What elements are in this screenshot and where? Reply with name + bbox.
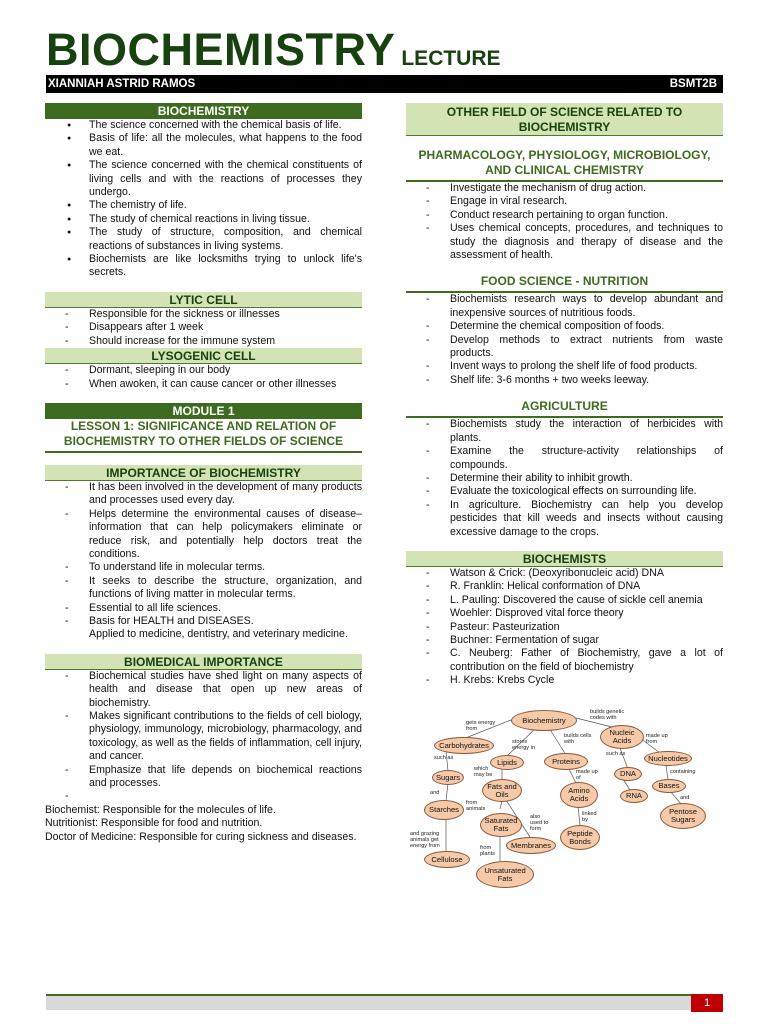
list-item: - L. Pauling: Discovered the cause of sickle cell anemia <box>406 594 723 607</box>
list-item: - Determine their ability to inhibit growth. <box>406 472 723 485</box>
list-item: - Develop methods to extract nutrients from waste products. <box>406 334 723 361</box>
pharmacology-header: PHARMACOLOGY, PHYSIOLOGY, MICROBIOLOGY, AND CLINICAL CHEMISTRY <box>406 148 723 182</box>
left-column <box>45 103 362 844</box>
list-item: - Buchner: Fermentation of sugar <box>406 634 723 647</box>
pharmacology-list <box>406 182 723 262</box>
list-item: - In agriculture. Biochemistry can help you develop pesticides that kill weeds and insects without causing excessive damage to the crops. <box>406 499 723 539</box>
node-saturated-fats: Saturated Fats <box>480 813 522 837</box>
list-item: - Examine the structure-activity relationships of compounds. <box>406 445 723 472</box>
biochemists-list <box>406 567 723 688</box>
lysogenic-cell-header: LYSOGENIC CELL <box>45 348 362 364</box>
node-pentose-sugars: Pentose Sugars <box>660 803 706 829</box>
link-label: and <box>680 795 690 801</box>
link-label: such as <box>606 751 626 757</box>
link-label: linked by <box>582 811 597 824</box>
list-item: - It has been involved in the development of many products and processes used every day. <box>45 481 362 508</box>
importance-header: IMPORTANCE OF BIOCHEMISTRY <box>45 465 362 481</box>
node-biochemistry: Biochemistry <box>511 710 577 731</box>
paragraph: Nutritionist: Responsible for food and nutrition. <box>45 817 263 830</box>
lytic-cell-list <box>45 308 362 348</box>
lesson-title: LESSON 1: SIGNIFICANCE AND RELATION OF BIOCHEMISTRY TO OTHER FIELDS OF SCIENCE <box>45 419 362 453</box>
list-item: - Makes significant contributions to the fields of cell biology, physiology, immunology, microbiology, pharmacology, and toxicology, as well as the fields of inflammation, cell injury, and cancer. <box>45 710 362 764</box>
list-item: ● The study of structure, composition, and chemical reactions of substances in living systems. <box>45 226 362 253</box>
link-label: and grazing animals get energy from <box>410 831 440 850</box>
node-unsaturated-fats: Unsaturated Fats <box>476 861 534 888</box>
lytic-cell-header: LYTIC CELL <box>45 292 362 308</box>
list-item: - Conduct research pertaining to organ function. <box>406 209 723 222</box>
node-carbohydrates: Carbohydrates <box>434 737 494 754</box>
list-item: - Responsible for the sickness or illnesses <box>45 308 362 321</box>
list-item-empty <box>45 790 362 803</box>
list-item: ● Basis of life: all the molecules, what happens to the food we eat. <box>45 132 362 159</box>
author-bar <box>46 75 723 93</box>
list-item: ● The science concerned with the chemical basis of life. <box>45 119 362 132</box>
node-starches: Starches <box>424 800 464 820</box>
node-amino-acids: Amino Acids <box>560 782 598 808</box>
list-item: - When awoken, it can cause cancer or other illnesses <box>45 378 362 391</box>
list-item: - Watson & Crick: (Deoxyribonucleic acid) DNA <box>406 567 723 580</box>
node-nucleotides: Nucleotides <box>644 751 692 766</box>
page-footer <box>46 994 723 1010</box>
list-item: - Woehler: Disproved vital force theory <box>406 607 723 620</box>
link-label: builds genetic codes with <box>590 709 625 722</box>
list-item: - Essential to all life sciences. <box>45 602 362 615</box>
list-item: - Biochemical studies have shed light on many aspects of health and disease that open up new areas of biochemistry. <box>45 670 362 710</box>
link-label: gets energy from <box>466 720 496 733</box>
other-fields-header: OTHER FIELD OF SCIENCE RELATED TO BIOCHEMISTRY <box>406 103 723 136</box>
author-name: XIANNIAH ASTRID RAMOS <box>48 78 196 90</box>
list-item: - Should increase for the immune system <box>45 335 362 348</box>
link-label: and <box>430 790 440 796</box>
paragraph: Biochemist: Responsible for the molecules of life. <box>45 803 276 816</box>
list-item: - H. Krebs: Krebs Cycle <box>406 674 723 687</box>
list-item: - Pasteur: Pasteurization <box>406 621 723 634</box>
biochemists-header: BIOCHEMISTS <box>406 551 723 567</box>
link-label: such as <box>434 755 454 761</box>
link-label: also used to form <box>530 814 549 833</box>
node-nucleic-acids: Nucleic Acids <box>600 725 644 749</box>
document-title <box>46 24 501 76</box>
list-item: ● The study of chemical reactions in living tissue. <box>45 213 362 226</box>
list-item-continuation: Applied to medicine, dentistry, and veterinary medicine. <box>89 628 348 641</box>
agriculture-list <box>406 418 723 539</box>
node-peptide-bonds: Peptide Bonds <box>560 825 600 850</box>
list-item: - Invent ways to prolong the shelf life of food products. <box>406 360 723 373</box>
lysogenic-cell-list <box>45 364 362 391</box>
list-item: - R. Franklin: Helical conformation of DNA <box>406 580 723 593</box>
link-label: stores energy in <box>512 739 536 752</box>
title-main: BIOCHEMISTRY <box>46 24 396 75</box>
list-item: - Uses chemical concepts, procedures, and techniques to study the diagnosis and therapy of disease and the assessment of health. <box>406 222 723 262</box>
node-bases: Bases <box>652 779 686 793</box>
agriculture-header: AGRICULTURE <box>406 399 723 418</box>
list-item: - C. Neuberg: Father of Biochemistry, gave a lot of contribution on the field of biochemistry <box>406 647 723 674</box>
list-item: - To understand life in molecular terms. <box>45 561 362 574</box>
section-code: BSMT2B <box>669 78 717 90</box>
node-fats-and-oils: Fats and Oils <box>482 779 522 802</box>
list-item: - Engage in viral research. <box>406 195 723 208</box>
module-header: MODULE 1 <box>45 403 362 419</box>
node-sugars: Sugars <box>432 770 464 785</box>
list-item: - Investigate the mechanism of drug action. <box>406 182 723 195</box>
list-item: - Dormant, sleeping in our body <box>45 364 362 377</box>
node-dna: DNA <box>614 767 642 781</box>
link-label: made up from <box>646 733 668 746</box>
biochemistry-header: BIOCHEMISTRY <box>45 103 362 119</box>
list-item: - Basis for HEALTH and DISEASES. <box>45 615 362 628</box>
node-cellulose: Cellulose <box>424 851 470 868</box>
title-sub: LECTURE <box>401 47 501 70</box>
link-label: builds cells with <box>564 733 592 746</box>
link-label: from animals <box>466 800 486 813</box>
list-item: - Shelf life: 3-6 months + two weeks leeway. <box>406 374 723 387</box>
right-column <box>406 103 723 688</box>
link-label: made up of <box>576 769 598 782</box>
list-item: - Disappears after 1 week <box>45 321 362 334</box>
biochemistry-list <box>45 119 362 280</box>
biomedical-header: BIOMEDICAL IMPORTANCE <box>45 654 362 670</box>
importance-list <box>45 481 362 642</box>
link-label: from plants <box>480 845 495 858</box>
food-science-list <box>406 293 723 387</box>
list-item: - Biochemists study the interaction of herbicides with plants. <box>406 418 723 445</box>
page-number: 1 <box>691 994 723 1012</box>
list-item: - Emphasize that life depends on biochemical reactions and processes. <box>45 764 362 791</box>
node-membranes: Membranes <box>506 837 556 854</box>
node-proteins: Proteins <box>544 753 588 770</box>
list-item: ● The science concerned with the chemical constituents of living cells and with the reactions of processes they undergo. <box>45 159 362 199</box>
list-item: ● Biochemists are like locksmiths trying to unlock life's secrets. <box>45 253 362 280</box>
list-item: ● The chemistry of life. <box>45 199 362 212</box>
link-label: which may be <box>474 766 493 779</box>
biomedical-list <box>45 670 362 804</box>
biochemistry-concept-map <box>406 703 723 893</box>
list-item: - Determine the chemical composition of foods. <box>406 320 723 333</box>
link-label: containing <box>670 769 696 775</box>
list-item: - Biochemists research ways to develop abundant and inexpensive sources of nutritious foods. <box>406 293 723 320</box>
list-item: - It seeks to describe the structure, organization, and functions of living matter in molecular terms. <box>45 575 362 602</box>
paragraph: Doctor of Medicine: Responsible for curing sickness and diseases. <box>45 830 357 843</box>
node-lipids: Lipids <box>490 755 524 770</box>
food-science-header: FOOD SCIENCE - NUTRITION <box>406 274 723 293</box>
list-item: - Helps determine the environmental causes of disease–information that can help policymakers eliminate or reduce risk, and potentially help doctors treat the conditions. <box>45 508 362 562</box>
list-item: - Evaluate the toxicological effects on surrounding life. <box>406 485 723 498</box>
node-rna: RNA <box>620 789 648 803</box>
